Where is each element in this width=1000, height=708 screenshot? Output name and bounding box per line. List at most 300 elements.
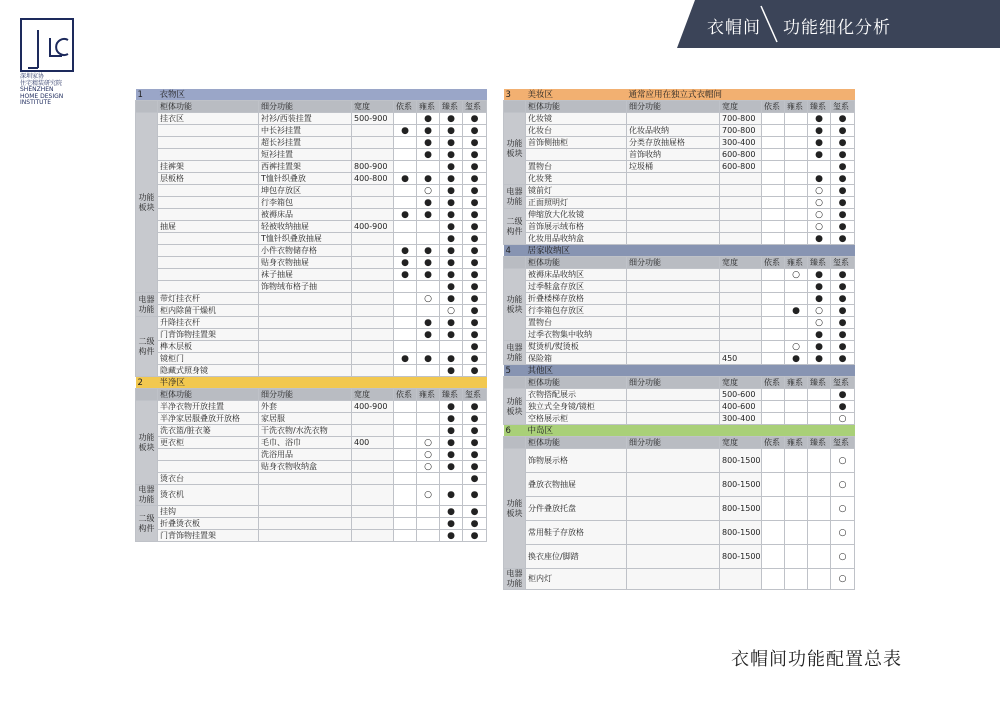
level-mark xyxy=(808,569,831,590)
level-mark: ● xyxy=(831,317,855,329)
level-mark xyxy=(785,473,808,497)
section-title: 居家收纳区 xyxy=(526,245,855,257)
level-mark: ● xyxy=(440,257,463,269)
column-header-row xyxy=(136,389,487,401)
table-row xyxy=(136,413,487,425)
table-row xyxy=(504,149,855,161)
table-row xyxy=(136,293,487,305)
table-cell: 600-800 xyxy=(720,161,762,173)
table-cell xyxy=(627,353,720,365)
level-mark xyxy=(394,485,417,506)
table-cell xyxy=(720,221,762,233)
level-mark: ○ xyxy=(417,437,440,449)
table-row xyxy=(504,473,855,497)
level-mark: ● xyxy=(440,530,463,542)
table-cell xyxy=(627,281,720,293)
table-row xyxy=(136,329,487,341)
level-mark xyxy=(394,233,417,245)
table-cell: 抽屉 xyxy=(158,221,259,233)
level-mark: ● xyxy=(440,233,463,245)
level-mark xyxy=(762,341,785,353)
level-mark xyxy=(440,341,463,353)
level-mark xyxy=(808,449,831,473)
level-mark: ● xyxy=(440,317,463,329)
section-header xyxy=(136,89,487,101)
level-mark: ● xyxy=(394,125,417,137)
level-mark: ○ xyxy=(785,269,808,281)
table-cell xyxy=(720,233,762,245)
column-header: 玺系 xyxy=(831,101,855,113)
level-mark: ● xyxy=(440,353,463,365)
section-title: 其他区 xyxy=(526,365,855,377)
table-cell: 换衣座位/脚踏 xyxy=(526,545,627,569)
table-cell: 保险箱 xyxy=(526,353,627,365)
level-mark: ● xyxy=(463,437,487,449)
level-mark xyxy=(394,137,417,149)
level-mark: ● xyxy=(440,293,463,305)
level-mark xyxy=(762,281,785,293)
level-mark: ● xyxy=(440,137,463,149)
level-mark: ● xyxy=(440,437,463,449)
table-cell xyxy=(352,365,394,377)
category-cell: 功能板块 xyxy=(136,113,158,293)
level-mark xyxy=(394,341,417,353)
category-cell: 电器功能 xyxy=(136,485,158,506)
level-mark: ● xyxy=(831,221,855,233)
column-header: 柜体功能 xyxy=(526,437,627,449)
table-cell xyxy=(259,365,352,377)
level-mark xyxy=(417,305,440,317)
table-row xyxy=(136,449,487,461)
level-mark xyxy=(762,389,785,401)
table-cell xyxy=(627,473,720,497)
level-mark xyxy=(762,317,785,329)
level-mark: ○ xyxy=(831,569,855,590)
level-mark: ● xyxy=(808,329,831,341)
column-header-row xyxy=(504,437,855,449)
table-cell: 化妆凳 xyxy=(526,173,627,185)
table-cell xyxy=(259,506,352,518)
level-mark: ● xyxy=(440,485,463,506)
table-cell xyxy=(720,317,762,329)
table-cell xyxy=(720,197,762,209)
table-row xyxy=(504,233,855,245)
table-cell xyxy=(352,149,394,161)
level-mark: ● xyxy=(440,221,463,233)
logo-text: 深圳家协 住宅精装研究院 SHENZHEN HOME DESIGN INSTITUTE xyxy=(20,73,64,107)
table-cell: 贴身衣物收纳盒 xyxy=(259,461,352,473)
level-mark xyxy=(417,506,440,518)
level-mark: ● xyxy=(831,401,855,413)
column-header: 雍系 xyxy=(417,389,440,401)
table-row xyxy=(136,257,487,269)
table-cell: 挂衣区 xyxy=(158,113,259,125)
level-mark: ○ xyxy=(831,545,855,569)
level-mark xyxy=(417,530,440,542)
level-mark: ● xyxy=(440,113,463,125)
table-cell: 首饰展示绒布格 xyxy=(526,221,627,233)
section-number: 1 xyxy=(136,89,158,101)
table-cell xyxy=(627,569,720,590)
table-row xyxy=(136,113,487,125)
table-row xyxy=(504,161,855,173)
level-mark: ● xyxy=(417,209,440,221)
table-cell xyxy=(158,209,259,221)
section-number: 2 xyxy=(136,377,158,389)
table-cell xyxy=(352,506,394,518)
level-mark: ● xyxy=(808,281,831,293)
table-cell: 过季衣物集中收纳 xyxy=(526,329,627,341)
column-header: 依系 xyxy=(762,377,785,389)
table-row xyxy=(504,341,855,353)
level-mark: ● xyxy=(831,137,855,149)
level-mark: ● xyxy=(440,161,463,173)
table-cell xyxy=(259,317,352,329)
level-mark xyxy=(394,281,417,293)
table-cell: 600-800 xyxy=(720,149,762,161)
table-row xyxy=(504,113,855,125)
table-cell: 轻被收纳抽屉 xyxy=(259,221,352,233)
category-cell: 二级构件 xyxy=(136,317,158,377)
level-mark xyxy=(417,365,440,377)
level-mark: ● xyxy=(417,125,440,137)
level-mark: ● xyxy=(417,329,440,341)
table-row xyxy=(136,269,487,281)
level-mark: ● xyxy=(785,353,808,365)
table-cell xyxy=(720,173,762,185)
table-cell xyxy=(352,485,394,506)
column-header: 宽度 xyxy=(720,257,762,269)
column-header: 雍系 xyxy=(785,101,808,113)
level-mark xyxy=(762,305,785,317)
level-mark xyxy=(417,473,440,485)
table-cell xyxy=(352,449,394,461)
table-cell xyxy=(158,449,259,461)
level-mark xyxy=(762,173,785,185)
table-cell xyxy=(352,293,394,305)
level-mark: ● xyxy=(831,209,855,221)
table-cell xyxy=(259,473,352,485)
level-mark xyxy=(762,329,785,341)
column-header: 雍系 xyxy=(785,377,808,389)
table-cell: 800-900 xyxy=(352,161,394,173)
level-mark xyxy=(394,401,417,413)
level-mark: ○ xyxy=(831,497,855,521)
table-cell: 隐藏式照身镜 xyxy=(158,365,259,377)
level-mark: ● xyxy=(440,365,463,377)
column-header: 臻系 xyxy=(808,377,831,389)
table-row xyxy=(136,317,487,329)
level-mark: ● xyxy=(463,317,487,329)
level-mark xyxy=(808,401,831,413)
level-mark: ● xyxy=(463,113,487,125)
table-cell: 450 xyxy=(720,353,762,365)
level-mark xyxy=(394,437,417,449)
level-mark: ● xyxy=(808,125,831,137)
section-note: 通常应用在独立式衣帽间 xyxy=(627,89,855,101)
table-row xyxy=(136,185,487,197)
level-mark xyxy=(762,149,785,161)
level-mark: ○ xyxy=(417,461,440,473)
right-config-table xyxy=(503,89,855,590)
table-cell xyxy=(259,485,352,506)
level-mark xyxy=(762,413,785,425)
table-cell xyxy=(352,413,394,425)
level-mark: ● xyxy=(440,185,463,197)
level-mark: ● xyxy=(831,341,855,353)
level-mark: ● xyxy=(394,245,417,257)
table-cell xyxy=(259,305,352,317)
table-cell: 800-1500 xyxy=(720,473,762,497)
column-header-blank xyxy=(504,101,526,113)
level-mark: ● xyxy=(463,197,487,209)
table-cell xyxy=(352,530,394,542)
level-mark: ● xyxy=(417,317,440,329)
table-cell: 超长衫挂置 xyxy=(259,137,352,149)
section-title: 半净区 xyxy=(158,377,487,389)
level-mark: ● xyxy=(440,125,463,137)
level-mark xyxy=(785,161,808,173)
level-mark: ● xyxy=(440,245,463,257)
category-cell: 电器功能 xyxy=(504,185,526,209)
level-mark xyxy=(762,221,785,233)
level-mark xyxy=(762,269,785,281)
level-mark xyxy=(762,137,785,149)
table-cell xyxy=(627,389,720,401)
column-header: 柜体功能 xyxy=(158,389,259,401)
table-row xyxy=(504,197,855,209)
table-cell: 700-800 xyxy=(720,113,762,125)
level-mark xyxy=(417,401,440,413)
table-cell xyxy=(352,425,394,437)
level-mark: ● xyxy=(463,281,487,293)
table-row xyxy=(504,413,855,425)
level-mark: ● xyxy=(417,113,440,125)
level-mark xyxy=(785,389,808,401)
level-mark: ● xyxy=(417,197,440,209)
level-mark xyxy=(785,221,808,233)
table-row xyxy=(136,197,487,209)
column-header: 细分功能 xyxy=(627,377,720,389)
level-mark: ● xyxy=(440,425,463,437)
level-mark: ● xyxy=(417,137,440,149)
level-mark xyxy=(785,185,808,197)
table-cell xyxy=(352,317,394,329)
table-cell: 升降挂衣杆 xyxy=(158,317,259,329)
table-cell xyxy=(720,329,762,341)
table-cell: 西裤挂置架 xyxy=(259,161,352,173)
table-cell xyxy=(627,449,720,473)
level-mark xyxy=(785,317,808,329)
column-header-blank xyxy=(136,389,158,401)
table-cell: 烫衣台 xyxy=(158,473,259,485)
category-cell: 功能板块 xyxy=(504,449,526,569)
level-mark xyxy=(417,425,440,437)
level-mark: ● xyxy=(831,149,855,161)
level-mark xyxy=(785,545,808,569)
section-number: 3 xyxy=(504,89,526,101)
table-cell: 伸缩放大化妆镜 xyxy=(526,209,627,221)
table-cell xyxy=(352,257,394,269)
table-cell xyxy=(352,125,394,137)
table-cell xyxy=(627,497,720,521)
table-cell xyxy=(158,197,259,209)
column-header-row xyxy=(504,101,855,113)
level-mark xyxy=(785,413,808,425)
level-mark: ● xyxy=(463,518,487,530)
level-mark: ○ xyxy=(808,185,831,197)
level-mark xyxy=(808,497,831,521)
table-cell: 垃圾桶 xyxy=(627,161,720,173)
level-mark: ● xyxy=(463,506,487,518)
table-cell: 化妆用品收纳盒 xyxy=(526,233,627,245)
level-mark xyxy=(762,293,785,305)
table-cell xyxy=(352,269,394,281)
level-mark xyxy=(785,209,808,221)
table-row xyxy=(136,353,487,365)
table-cell: 常用鞋子存放格 xyxy=(526,521,627,545)
table-row xyxy=(504,221,855,233)
table-cell xyxy=(352,281,394,293)
table-cell: 800-1500 xyxy=(720,449,762,473)
table-cell: 门背饰物挂置架 xyxy=(158,329,259,341)
table-cell xyxy=(158,281,259,293)
level-mark: ○ xyxy=(440,305,463,317)
table-cell: 化妆品收纳 xyxy=(627,125,720,137)
table-cell: 镜前灯 xyxy=(526,185,627,197)
level-mark xyxy=(394,149,417,161)
table-cell: 首饰侧抽柜 xyxy=(526,137,627,149)
table-cell xyxy=(158,137,259,149)
section-number: 6 xyxy=(504,425,526,437)
table-cell xyxy=(158,245,259,257)
level-mark xyxy=(394,506,417,518)
table-cell: 衬衫/西装挂置 xyxy=(259,113,352,125)
table-row xyxy=(504,329,855,341)
table-cell xyxy=(158,125,259,137)
table-cell: 折叠烫衣板 xyxy=(158,518,259,530)
level-mark: ● xyxy=(417,149,440,161)
table-cell: 分件叠放托盘 xyxy=(526,497,627,521)
table-row xyxy=(504,521,855,545)
level-mark xyxy=(394,161,417,173)
table-cell xyxy=(627,401,720,413)
level-mark: ● xyxy=(463,353,487,365)
table-cell: 置物台 xyxy=(526,317,627,329)
page-title: 衣帽间功能配置总表 xyxy=(731,649,902,670)
table-cell: 榫木层板 xyxy=(158,341,259,353)
table-cell xyxy=(627,341,720,353)
table-cell xyxy=(627,317,720,329)
table-cell: 贴身衣物抽屉 xyxy=(259,257,352,269)
table-cell: 柜内灯 xyxy=(526,569,627,590)
table-cell: 衣物搭配展示 xyxy=(526,389,627,401)
section-header xyxy=(504,245,855,257)
column-header: 柜体功能 xyxy=(526,377,627,389)
level-mark: ● xyxy=(440,149,463,161)
table-cell: 行李箱包存放区 xyxy=(526,305,627,317)
table-cell: 洗浴用品 xyxy=(259,449,352,461)
level-mark: ● xyxy=(831,125,855,137)
table-cell: 500-600 xyxy=(720,389,762,401)
level-mark xyxy=(785,173,808,185)
table-cell: 半净家居服叠放开放格 xyxy=(158,413,259,425)
table-row xyxy=(504,353,855,365)
column-header-blank xyxy=(504,377,526,389)
table-cell xyxy=(259,353,352,365)
table-cell xyxy=(720,269,762,281)
table-cell: 层板格 xyxy=(158,173,259,185)
table-cell: 800-1500 xyxy=(720,497,762,521)
table-cell xyxy=(259,518,352,530)
section-header xyxy=(504,365,855,377)
level-mark: ● xyxy=(417,269,440,281)
table-row xyxy=(136,530,487,542)
table-row xyxy=(136,305,487,317)
level-mark xyxy=(808,161,831,173)
level-mark xyxy=(785,401,808,413)
level-mark xyxy=(417,161,440,173)
table-cell: 更衣柜 xyxy=(158,437,259,449)
table-cell: 饰物展示格 xyxy=(526,449,627,473)
table-cell xyxy=(352,185,394,197)
table-cell: 坤包存放区 xyxy=(259,185,352,197)
level-mark: ● xyxy=(831,197,855,209)
level-mark xyxy=(417,518,440,530)
level-mark xyxy=(762,473,785,497)
table-cell xyxy=(259,329,352,341)
level-mark: ● xyxy=(831,305,855,317)
level-mark: ● xyxy=(463,161,487,173)
level-mark: ● xyxy=(440,281,463,293)
level-mark: ● xyxy=(463,401,487,413)
table-cell: 空格展示柜 xyxy=(526,413,627,425)
level-mark xyxy=(785,497,808,521)
table-cell xyxy=(720,281,762,293)
table-cell: 洗衣篮/脏衣篓 xyxy=(158,425,259,437)
level-mark: ● xyxy=(463,209,487,221)
column-header: 臻系 xyxy=(808,257,831,269)
level-mark: ● xyxy=(831,173,855,185)
level-mark: ○ xyxy=(808,221,831,233)
table-row xyxy=(504,281,855,293)
column-header-row xyxy=(136,101,487,113)
table-row xyxy=(136,365,487,377)
level-mark: ○ xyxy=(808,209,831,221)
column-header: 宽度 xyxy=(352,101,394,113)
category-cell: 电器功能 xyxy=(136,293,158,317)
table-cell: 中长衫挂置 xyxy=(259,125,352,137)
column-header: 细分功能 xyxy=(259,389,352,401)
level-mark xyxy=(762,569,785,590)
table-row xyxy=(136,506,487,518)
table-cell: 分类存放抽屉格 xyxy=(627,137,720,149)
column-header: 雍系 xyxy=(417,101,440,113)
table-row xyxy=(504,569,855,590)
level-mark: ● xyxy=(417,257,440,269)
table-cell: 半净衣物开放挂置 xyxy=(158,401,259,413)
column-header: 依系 xyxy=(394,389,417,401)
table-row xyxy=(136,437,487,449)
table-cell xyxy=(627,209,720,221)
table-cell xyxy=(627,293,720,305)
column-header: 玺系 xyxy=(831,377,855,389)
table-cell xyxy=(352,329,394,341)
column-header: 宽度 xyxy=(720,101,762,113)
table-cell: 折叠楼梯存放格 xyxy=(526,293,627,305)
level-mark xyxy=(394,530,417,542)
category-cell: 功能板块 xyxy=(504,389,526,425)
